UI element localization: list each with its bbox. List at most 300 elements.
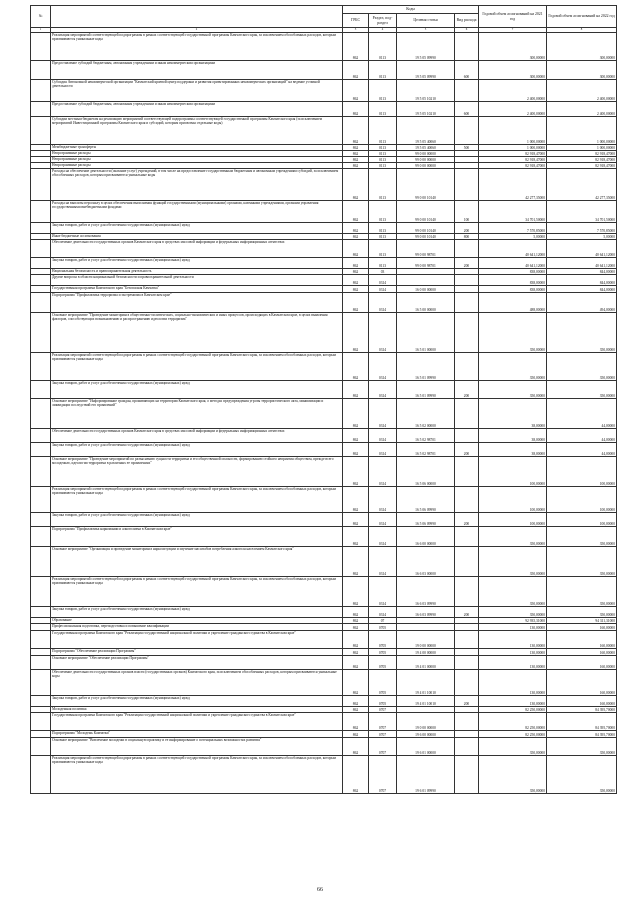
amount-2022-cell: 350,00000 bbox=[547, 353, 617, 381]
amount-2022-cell: 5,00000 bbox=[547, 234, 617, 240]
row-number-cell bbox=[31, 487, 51, 513]
amount-2021-cell: 350,00000 bbox=[479, 381, 547, 399]
grbs-cell: 862 bbox=[343, 670, 369, 696]
amount-2022-cell: 1 000,00000 bbox=[547, 117, 617, 145]
table-row bbox=[31, 33, 617, 61]
expense-type-cell bbox=[455, 286, 479, 293]
amount-2021-cell: 130,00000 bbox=[479, 649, 547, 656]
amount-2021-cell: 2 400,00000 bbox=[479, 102, 547, 117]
amount-2022-cell: 160,00000 bbox=[547, 696, 617, 707]
amount-2021-cell: 350,00000 bbox=[479, 353, 547, 381]
row-number-cell bbox=[31, 756, 51, 794]
header-name bbox=[51, 6, 343, 28]
razdel-cell: 0314 bbox=[369, 399, 397, 429]
row-name-cell: Обеспечение деятельности государственных органов власти (государственных органов) Камчатского края, за исключением обособленных расходов, которым присваиваются уникальные коды bbox=[51, 670, 343, 696]
row-name-cell: Национальная безопасность и правоохранительная деятельность bbox=[51, 269, 343, 275]
grbs-cell: 862 bbox=[343, 707, 369, 713]
expense-type-cell: 200 bbox=[455, 258, 479, 269]
column-number: 4 bbox=[369, 28, 397, 33]
row-number-cell bbox=[31, 275, 51, 286]
row-name-cell: Непрограммные расходы bbox=[51, 151, 343, 157]
target-article-cell: 16 5 01 09990 bbox=[397, 381, 455, 399]
amount-2021-cell: 40 641,12000 bbox=[479, 240, 547, 258]
amount-2022-cell: 160,00000 bbox=[547, 670, 617, 696]
grbs-cell: 862 bbox=[343, 649, 369, 656]
row-number-cell bbox=[31, 223, 51, 234]
amount-2021-cell: 488,00000 bbox=[479, 293, 547, 313]
target-article-cell: 99 0 00 10140 bbox=[397, 201, 455, 223]
grbs-cell: 862 bbox=[343, 61, 369, 80]
amount-2021-cell: 82 250,00000 bbox=[479, 713, 547, 731]
amount-2022-cell: 350,00000 bbox=[547, 607, 617, 618]
table-row bbox=[31, 313, 617, 353]
expense-type-cell bbox=[455, 80, 479, 102]
amount-2022-cell: 44,00000 bbox=[547, 443, 617, 457]
amount-2022-cell: 844,00000 bbox=[547, 275, 617, 286]
expense-type-cell bbox=[455, 240, 479, 258]
row-number-cell bbox=[31, 731, 51, 738]
grbs-cell: 862 bbox=[343, 443, 369, 457]
expense-type-cell bbox=[455, 656, 479, 670]
target-article-cell: 19 4 01 10010 bbox=[397, 696, 455, 707]
table-row bbox=[31, 738, 617, 756]
target-article-cell: 19 4 01 00000 bbox=[397, 656, 455, 670]
table-row bbox=[31, 293, 617, 313]
amount-2022-cell: 350,00000 bbox=[547, 756, 617, 794]
expense-type-cell bbox=[455, 353, 479, 381]
amount-2022-cell: 34 701,50000 bbox=[547, 201, 617, 223]
row-number-cell bbox=[31, 61, 51, 80]
amount-2021-cell: 838,00000 bbox=[479, 286, 547, 293]
expense-type-cell bbox=[455, 275, 479, 286]
row-name-cell: Реализация мероприятий соответствующей подпрограммы в рамках соответствующей государственной программы Камчатского края, за исключением обособленных расходов, которым присваиваются уникальные коды bbox=[51, 353, 343, 381]
table-row bbox=[31, 607, 617, 618]
table-row bbox=[31, 117, 617, 145]
amount-2021-cell: 82 918,47000 bbox=[479, 157, 547, 163]
header-razdel: Раздел, под-раздел bbox=[369, 14, 397, 28]
expense-type-cell: 200 bbox=[455, 443, 479, 457]
amount-2021-cell: 82 250,00000 bbox=[479, 731, 547, 738]
grbs-cell: 862 bbox=[343, 696, 369, 707]
row-name-cell: Основное мероприятие "Вовлечение молодежи в социальную практику и ее информирование о потенциальных возможностях развития" bbox=[51, 738, 343, 756]
table-row bbox=[31, 102, 617, 117]
target-article-cell: 19 5 05 09990 bbox=[397, 33, 455, 61]
expense-type-cell: 500 bbox=[455, 145, 479, 151]
grbs-cell: 862 bbox=[343, 163, 369, 169]
row-name-cell: Основное мероприятие "Обеспечение реализации Программы" bbox=[51, 656, 343, 670]
grbs-cell: 862 bbox=[343, 145, 369, 151]
row-number-cell bbox=[31, 607, 51, 618]
razdel-cell: 0314 bbox=[369, 286, 397, 293]
expense-type-cell bbox=[455, 631, 479, 649]
row-name-cell: Другие вопросы в области национальной безопасности и правоохранительной деятельности bbox=[51, 275, 343, 286]
amount-2021-cell: 82 918,47000 bbox=[479, 151, 547, 157]
expense-type-cell bbox=[455, 577, 479, 607]
table-row bbox=[31, 624, 617, 631]
amount-2021-cell: 130,00000 bbox=[479, 696, 547, 707]
row-number-cell bbox=[31, 649, 51, 656]
razdel-cell: 0314 bbox=[369, 513, 397, 527]
amount-2021-cell: 350,00000 bbox=[479, 313, 547, 353]
grbs-cell: 862 bbox=[343, 527, 369, 547]
razdel-cell: 0707 bbox=[369, 707, 397, 713]
razdel-cell: 0705 bbox=[369, 696, 397, 707]
row-name-cell: Основное мероприятие "Организация и проведение мониторинга наркоситуации и изучение масштабов потребления алкоголя населением Камчатского края" bbox=[51, 547, 343, 577]
target-article-cell: 16 5 06 09990 bbox=[397, 513, 455, 527]
grbs-cell: 862 bbox=[343, 577, 369, 607]
grbs-cell: 862 bbox=[343, 487, 369, 513]
table-row bbox=[31, 696, 617, 707]
amount-2021-cell: 1 000,00000 bbox=[479, 117, 547, 145]
table-row bbox=[31, 656, 617, 670]
table-row bbox=[31, 240, 617, 258]
amount-2022-cell: 2 400,00000 bbox=[547, 80, 617, 102]
row-name-cell: Закупка товаров, работ и услуг для обеспечения государственных (муниципальных) нужд bbox=[51, 223, 343, 234]
table-row bbox=[31, 487, 617, 513]
row-name-cell: Расходы на выплаты персоналу в целях обеспечения выполнения функций государственными (муниципальными) органами, казенными учреждениями, органами управления государственными внебюджетными фондами bbox=[51, 201, 343, 223]
row-number-cell bbox=[31, 201, 51, 223]
expense-type-cell bbox=[455, 399, 479, 429]
amount-2022-cell: 300,00000 bbox=[547, 61, 617, 80]
grbs-cell: 862 bbox=[343, 286, 369, 293]
grbs-cell: 862 bbox=[343, 631, 369, 649]
target-article-cell: 99 0 00 10140 bbox=[397, 223, 455, 234]
amount-2021-cell: 82 918,47000 bbox=[479, 163, 547, 169]
amount-2021-cell: 130,00000 bbox=[479, 656, 547, 670]
target-article-cell: 19 0 00 00000 bbox=[397, 713, 455, 731]
amount-2022-cell: 44,00000 bbox=[547, 399, 617, 429]
table-row bbox=[31, 381, 617, 399]
table-row bbox=[31, 527, 617, 547]
razdel-cell: 0705 bbox=[369, 631, 397, 649]
amount-2022-cell: 84 395,70000 bbox=[547, 731, 617, 738]
row-name-cell: Обеспечение деятельности государственных органов Камчатского края в средствах массовой информации и федеральных информационных агентствах bbox=[51, 240, 343, 258]
expense-type-cell: 200 bbox=[455, 381, 479, 399]
row-number-cell bbox=[31, 443, 51, 457]
amount-2021-cell: 350,00000 bbox=[479, 756, 547, 794]
amount-2022-cell: 494,00000 bbox=[547, 293, 617, 313]
amount-2022-cell: 844,00000 bbox=[547, 269, 617, 275]
target-article-cell: 16 5 02 00000 bbox=[397, 399, 455, 429]
column-number: 6 bbox=[455, 28, 479, 33]
amount-2021-cell: 350,00000 bbox=[479, 527, 547, 547]
razdel-cell: 0113 bbox=[369, 80, 397, 102]
expense-type-cell bbox=[455, 547, 479, 577]
table-row bbox=[31, 457, 617, 487]
razdel-cell: 0707 bbox=[369, 713, 397, 731]
razdel-cell: 0113 bbox=[369, 145, 397, 151]
razdel-cell: 0113 bbox=[369, 117, 397, 145]
column-number: 5 bbox=[397, 28, 455, 33]
amount-2021-cell: 2 400,00000 bbox=[479, 80, 547, 102]
row-name-cell: Государственная программа Камчатского края "Реализация государственной национальной политики и укрепление гражданского единства в Камчатском крае" bbox=[51, 631, 343, 649]
expense-type-cell bbox=[455, 169, 479, 201]
grbs-cell: 862 bbox=[343, 223, 369, 234]
amount-2021-cell: 5,00000 bbox=[479, 234, 547, 240]
table-row bbox=[31, 577, 617, 607]
amount-2021-cell: 92 935,31000 bbox=[479, 618, 547, 624]
grbs-cell: 862 bbox=[343, 624, 369, 631]
amount-2021-cell: 38,00000 bbox=[479, 399, 547, 429]
row-name-cell: Непрограммные расходы bbox=[51, 163, 343, 169]
razdel-cell: 0314 bbox=[369, 429, 397, 443]
header-target-article: Целевая статья bbox=[397, 14, 455, 28]
row-name-cell: Государственная программа Камчатского края "Реализация государственной национальной политики и укрепление гражданского единства в Камчатском крае" bbox=[51, 713, 343, 731]
row-name-cell: Обеспечение деятельности государственных органов Камчатского края в средствах массовой информации и федеральных информационных агентствах bbox=[51, 429, 343, 443]
amount-2022-cell: 160,00000 bbox=[547, 649, 617, 656]
amount-2021-cell: 130,00000 bbox=[479, 670, 547, 696]
table-row bbox=[31, 631, 617, 649]
grbs-cell: 862 bbox=[343, 201, 369, 223]
target-article-cell: 19 4 01 10010 bbox=[397, 670, 455, 696]
grbs-cell: 862 bbox=[343, 756, 369, 794]
expense-type-cell bbox=[455, 527, 479, 547]
row-number-cell bbox=[31, 429, 51, 443]
table-row bbox=[31, 353, 617, 381]
amount-2021-cell: 100,00000 bbox=[479, 513, 547, 527]
table-row bbox=[31, 443, 617, 457]
expense-type-cell bbox=[455, 649, 479, 656]
expense-type-cell bbox=[455, 487, 479, 513]
expense-type-cell bbox=[455, 117, 479, 145]
table-row bbox=[31, 223, 617, 234]
expense-type-cell bbox=[455, 293, 479, 313]
grbs-cell: 862 bbox=[343, 151, 369, 157]
row-name-cell: Закупка товаров, работ и услуг для обеспечения государственных (муниципальных) нужд bbox=[51, 513, 343, 527]
razdel-cell: 0113 bbox=[369, 240, 397, 258]
row-name-cell: Подпрограмма "Обеспечение реализации Программы" bbox=[51, 649, 343, 656]
expense-type-cell: 100 bbox=[455, 201, 479, 223]
amount-2021-cell: 300,00000 bbox=[479, 61, 547, 80]
row-number-cell bbox=[31, 624, 51, 631]
amount-2022-cell: 82 918,47000 bbox=[547, 151, 617, 157]
row-name-cell: Основное мероприятие "Проведение мероприятий по разъяснению сущности терроризма и его общественной опасности, формированию стойкого неприятия обществом, прежде всего молодежью, идеологии терроризма в различных ее проявлениях" bbox=[51, 457, 343, 487]
expense-type-cell: 600 bbox=[455, 61, 479, 80]
row-number-cell bbox=[31, 399, 51, 429]
amount-2022-cell: 100,00000 bbox=[547, 487, 617, 513]
column-number: 8 bbox=[547, 28, 617, 33]
amount-2022-cell: 7 570,85000 bbox=[547, 223, 617, 234]
row-name-cell: Субсидия Автономной некоммерческой организации "Камчатский краевой центр поддержки и развития ориентированных некоммерческих организаций" на ведение уставной деятельности bbox=[51, 80, 343, 102]
amount-2021-cell: 42 277,35000 bbox=[479, 169, 547, 201]
razdel-cell: 0314 bbox=[369, 577, 397, 607]
target-article-cell: 19 5 05 09990 bbox=[397, 61, 455, 80]
razdel-cell: 0113 bbox=[369, 151, 397, 157]
grbs-cell: 862 bbox=[343, 731, 369, 738]
grbs-cell: 862 bbox=[343, 399, 369, 429]
razdel-cell: 0707 bbox=[369, 731, 397, 738]
target-article-cell bbox=[397, 275, 455, 286]
amount-2021-cell: 7 570,85000 bbox=[479, 223, 547, 234]
row-name-cell: Субсидии местным бюджетам на реализацию мероприятий соответствующей подпрограммы соответствующей государственной программы Камчатского края (за исключением мероприятий Инвестиционной программы Камчатского края и субсидий, которым присвоены отдельные коды) bbox=[51, 117, 343, 145]
target-article-cell: 16 5 01 00000 bbox=[397, 313, 455, 353]
razdel-cell: 0314 bbox=[369, 607, 397, 618]
razdel-cell: 0113 bbox=[369, 223, 397, 234]
target-article-cell: 16 5 00 00000 bbox=[397, 293, 455, 313]
table-row bbox=[31, 399, 617, 429]
amount-2021-cell: 350,00000 bbox=[479, 607, 547, 618]
target-article-cell: 16 6 03 00000 bbox=[397, 547, 455, 577]
amount-2021-cell: 1 000,00000 bbox=[479, 145, 547, 151]
grbs-cell: 862 bbox=[343, 80, 369, 102]
target-article-cell: 19 6 00 00000 bbox=[397, 731, 455, 738]
table-row bbox=[31, 649, 617, 656]
grbs-cell: 862 bbox=[343, 313, 369, 353]
target-article-cell: 19 4 00 00000 bbox=[397, 649, 455, 656]
amount-2022-cell: 350,00000 bbox=[547, 547, 617, 577]
row-number-cell bbox=[31, 670, 51, 696]
grbs-cell: 862 bbox=[343, 547, 369, 577]
row-number-cell bbox=[31, 353, 51, 381]
amount-2022-cell: 350,00000 bbox=[547, 313, 617, 353]
expense-type-cell bbox=[455, 756, 479, 794]
razdel-cell: 0705 bbox=[369, 656, 397, 670]
row-name-cell: Молодежная политика bbox=[51, 707, 343, 713]
table-row bbox=[31, 731, 617, 738]
table-row bbox=[31, 547, 617, 577]
amount-2022-cell: 844,00000 bbox=[547, 286, 617, 293]
amount-2021-cell: 38,00000 bbox=[479, 443, 547, 457]
row-number-cell bbox=[31, 696, 51, 707]
expense-type-cell bbox=[455, 429, 479, 443]
table-row bbox=[31, 201, 617, 223]
razdel-cell: 0314 bbox=[369, 487, 397, 513]
table-row bbox=[31, 513, 617, 527]
razdel-cell: 0707 bbox=[369, 738, 397, 756]
row-name-cell: Закупка товаров, работ и услуг для обеспечения государственных (муниципальных) нужд bbox=[51, 381, 343, 399]
razdel-cell: 0113 bbox=[369, 258, 397, 269]
amount-2022-cell: 350,00000 bbox=[547, 577, 617, 607]
row-name-cell: Реализация мероприятий соответствующей подпрограммы в рамках соответствующей государственной программы Камчатского края, за исключением обособленных расходов, которым присваиваются уникальные коды bbox=[51, 33, 343, 61]
razdel-cell: 0314 bbox=[369, 443, 397, 457]
amount-2022-cell: 1 000,00000 bbox=[547, 145, 617, 151]
amount-2021-cell: 350,00000 bbox=[479, 547, 547, 577]
row-name-cell: Профессиональная подготовка, переподготовка и повышение квалификации bbox=[51, 624, 343, 631]
amount-2022-cell: 40 641,12000 bbox=[547, 240, 617, 258]
target-article-cell: 99 0 00 98701 bbox=[397, 258, 455, 269]
row-number-cell bbox=[31, 240, 51, 258]
amount-2022-cell: 350,00000 bbox=[547, 527, 617, 547]
razdel-cell: 0113 bbox=[369, 61, 397, 80]
row-name-cell: Образование bbox=[51, 618, 343, 624]
row-name-cell: Предоставление субсидий бюджетным, автономным учреждениям и иным некоммерческим организациям bbox=[51, 61, 343, 80]
amount-2021-cell: 34 701,50000 bbox=[479, 201, 547, 223]
razdel-cell: 0314 bbox=[369, 381, 397, 399]
row-number-cell bbox=[31, 313, 51, 353]
row-number-cell bbox=[31, 738, 51, 756]
grbs-cell: 862 bbox=[343, 269, 369, 275]
amount-2021-cell: 350,00000 bbox=[479, 738, 547, 756]
expense-type-cell bbox=[455, 457, 479, 487]
header-year-2021: Годовой объем ассигнований на 2021 год bbox=[479, 6, 547, 28]
amount-2022-cell: 84 395,70000 bbox=[547, 713, 617, 731]
grbs-cell: 862 bbox=[343, 234, 369, 240]
amount-2022-cell: 82 918,47000 bbox=[547, 163, 617, 169]
expense-type-cell bbox=[455, 33, 479, 61]
target-article-cell: 19 5 05 10210 bbox=[397, 102, 455, 117]
amount-2022-cell: 94 311,31000 bbox=[547, 618, 617, 624]
table-row bbox=[31, 286, 617, 293]
razdel-cell: 0705 bbox=[369, 670, 397, 696]
header-expense-type: Вид расхода bbox=[455, 14, 479, 28]
target-article-cell: 19 0 00 00000 bbox=[397, 631, 455, 649]
table-row bbox=[31, 713, 617, 731]
target-article-cell: 16 5 01 09990 bbox=[397, 353, 455, 381]
table-row bbox=[31, 169, 617, 201]
table-row bbox=[31, 258, 617, 269]
header-grbs: ГРБС bbox=[343, 14, 369, 28]
row-name-cell: Расходы на обеспечение деятельности (оказание услуг) учреждений, в том числе на предоставление государственным бюджетным и автономным учреждениям субсидий, за исключением обособленных расходов, которым присваиваются уникальные коды bbox=[51, 169, 343, 201]
row-number-cell bbox=[31, 117, 51, 145]
razdel-cell: 0314 bbox=[369, 547, 397, 577]
amount-2021-cell: 300,00000 bbox=[479, 33, 547, 61]
target-article-cell: 99 0 00 10140 bbox=[397, 234, 455, 240]
table-row bbox=[31, 670, 617, 696]
grbs-cell: 862 bbox=[343, 429, 369, 443]
column-number: 2 bbox=[51, 28, 343, 33]
amount-2022-cell: 84 395,70000 bbox=[547, 707, 617, 713]
row-name-cell: Подпрограмма "Профилактика терроризма и экстремизма в Камчатском крае" bbox=[51, 293, 343, 313]
row-name-cell: Межбюджетные трансферты bbox=[51, 145, 343, 151]
amount-2021-cell: 82 250,00000 bbox=[479, 707, 547, 713]
grbs-cell: 862 bbox=[343, 258, 369, 269]
amount-2022-cell: 300,00000 bbox=[547, 33, 617, 61]
grbs-cell: 862 bbox=[343, 169, 369, 201]
row-name-cell: Реализация мероприятий соответствующей подпрограммы в рамках соответствующей государственной программы Камчатского края, за исключением обособленных расходов, которым присваиваются уникальные коды bbox=[51, 756, 343, 794]
razdel-cell: 0314 bbox=[369, 293, 397, 313]
grbs-cell: 862 bbox=[343, 33, 369, 61]
column-number: 7 bbox=[479, 28, 547, 33]
amount-2021-cell: 40 641,12000 bbox=[479, 258, 547, 269]
razdel-cell: 0314 bbox=[369, 313, 397, 353]
amount-2022-cell: 44,00000 bbox=[547, 429, 617, 443]
amount-2021-cell: 38,00000 bbox=[479, 429, 547, 443]
expense-type-cell bbox=[455, 713, 479, 731]
grbs-cell: 862 bbox=[343, 713, 369, 731]
target-article-cell: 16 5 02 98701 bbox=[397, 429, 455, 443]
target-article-cell: 19 5 05 40060 bbox=[397, 145, 455, 151]
grbs-cell: 862 bbox=[343, 157, 369, 163]
razdel-cell: 0113 bbox=[369, 102, 397, 117]
row-name-cell: Подпрограмма "Молодежь Камчатки" bbox=[51, 731, 343, 738]
table-row bbox=[31, 61, 617, 80]
grbs-cell: 862 bbox=[343, 117, 369, 145]
razdel-cell: 0314 bbox=[369, 275, 397, 286]
amount-2021-cell: 838,00000 bbox=[479, 269, 547, 275]
razdel-cell: 0113 bbox=[369, 157, 397, 163]
amount-2022-cell: 160,00000 bbox=[547, 624, 617, 631]
table-row bbox=[31, 275, 617, 286]
row-number-cell bbox=[31, 713, 51, 731]
table-row bbox=[31, 80, 617, 102]
row-number-cell bbox=[31, 80, 51, 102]
row-number-cell bbox=[31, 381, 51, 399]
razdel-cell: 0314 bbox=[369, 457, 397, 487]
amount-2022-cell: 160,00000 bbox=[547, 631, 617, 649]
row-number-cell bbox=[31, 527, 51, 547]
amount-2021-cell: 838,00000 bbox=[479, 275, 547, 286]
expense-type-cell: 600 bbox=[455, 102, 479, 117]
grbs-cell: 862 bbox=[343, 240, 369, 258]
expense-type-cell: 200 bbox=[455, 696, 479, 707]
row-number-cell bbox=[31, 33, 51, 61]
target-article-cell: 99 0 00 00000 bbox=[397, 151, 455, 157]
header-codes: Коды bbox=[343, 6, 479, 14]
razdel-cell: 0113 bbox=[369, 163, 397, 169]
target-article-cell: 16 6 00 00000 bbox=[397, 527, 455, 547]
grbs-cell: 862 bbox=[343, 618, 369, 624]
razdel-cell: 0113 bbox=[369, 234, 397, 240]
